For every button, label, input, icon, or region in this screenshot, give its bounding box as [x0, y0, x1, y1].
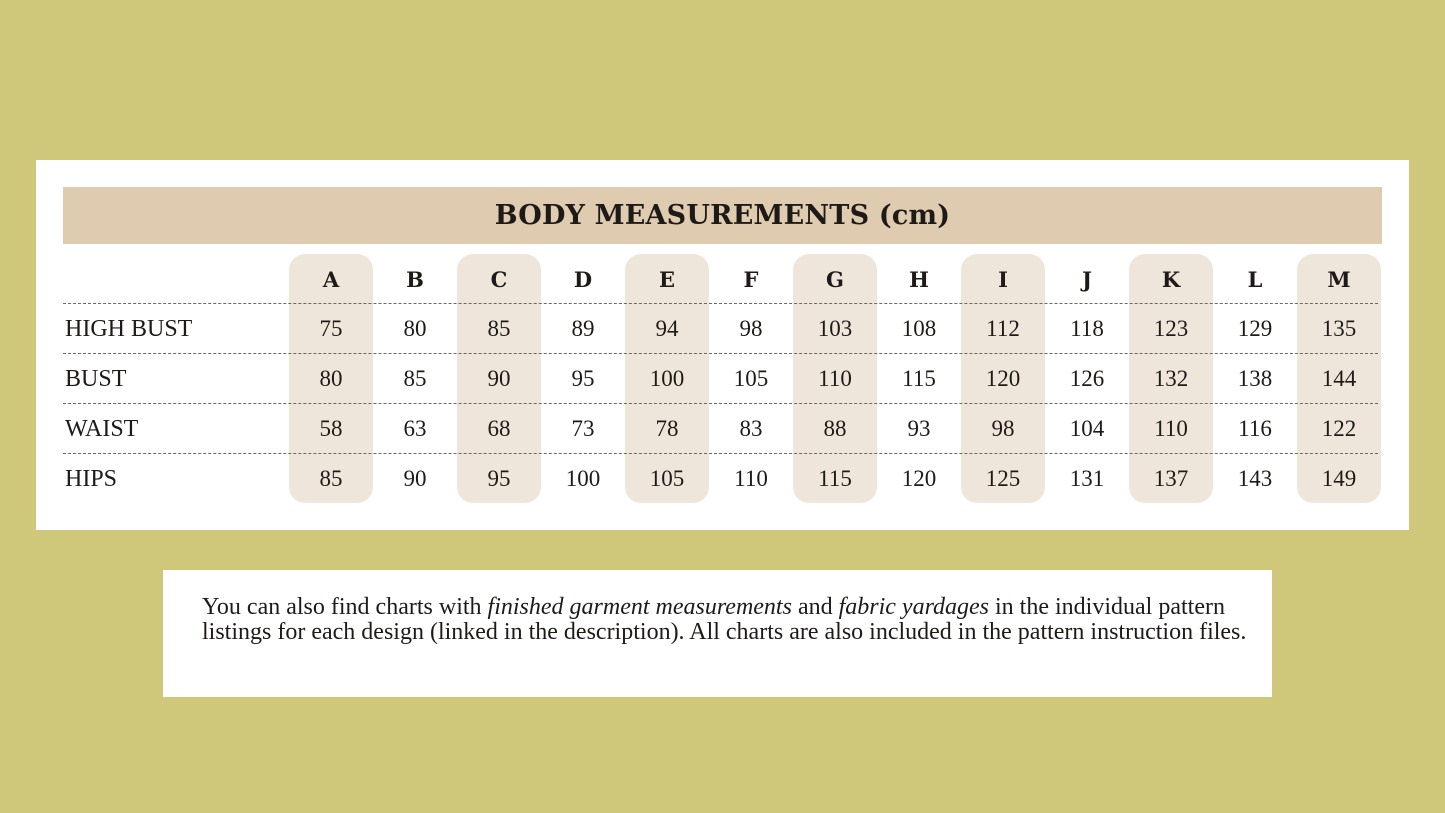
- table-cell: 58: [319, 416, 343, 441]
- chart-title-bar: [63, 187, 1382, 244]
- table-cell: 115: [902, 366, 936, 391]
- table-cell: 112: [986, 316, 1020, 341]
- chart-title: BODY MEASUREMENTS (cm): [494, 200, 951, 231]
- size-header: I: [998, 267, 1008, 292]
- table-cell: 100: [565, 466, 601, 491]
- table-cell: 120: [901, 466, 937, 491]
- table-cell: 89: [571, 316, 595, 341]
- table-cell: 116: [1238, 416, 1272, 441]
- table-cell: 137: [1153, 466, 1189, 491]
- size-header: B: [406, 267, 424, 292]
- table-cell: 110: [818, 366, 852, 391]
- table-cell: 78: [655, 416, 679, 441]
- table-cell: 95: [571, 366, 595, 391]
- size-header: A: [322, 267, 340, 292]
- note-italic-fabric-yardages: fabric yardages: [838, 594, 990, 620]
- row-label: WAIST: [65, 416, 139, 442]
- table-cell: 94: [655, 316, 679, 341]
- table-cell: 149: [1321, 466, 1357, 491]
- table-cell: 80: [403, 316, 427, 341]
- note-part-3: in the individual pattern listings for each design (linked in the description). All charts are also included in the pattern instruction files.: [202, 594, 1247, 645]
- table-cell: 68: [487, 416, 511, 441]
- table-cell: 98: [739, 316, 763, 341]
- table-cell: 110: [734, 466, 768, 491]
- table-cell: 85: [403, 366, 427, 391]
- size-header: M: [1327, 267, 1351, 292]
- note-part-2: and: [791, 594, 839, 620]
- measurement-chart-card: [36, 160, 1409, 530]
- table-cell: 95: [487, 466, 511, 491]
- table-cell: 108: [901, 316, 937, 341]
- size-header: C: [490, 267, 508, 292]
- table-cell: 85: [487, 316, 511, 341]
- size-header: D: [573, 267, 593, 292]
- table-cell: 88: [823, 416, 847, 441]
- size-header: E: [658, 267, 675, 292]
- table-cell: 144: [1321, 366, 1357, 391]
- table-cell: 105: [649, 466, 685, 491]
- size-header: J: [1082, 267, 1092, 292]
- table-cell: 85: [319, 466, 343, 491]
- table-cell: 103: [817, 316, 853, 341]
- table-cell: 93: [907, 416, 931, 441]
- table-cell: 135: [1321, 316, 1357, 341]
- info-note-card: [163, 570, 1272, 697]
- table-cell: 138: [1237, 366, 1273, 391]
- row-label: BUST: [65, 366, 127, 392]
- table-cell: 90: [403, 466, 427, 491]
- table-cell: 120: [985, 366, 1021, 391]
- table-cell: 100: [649, 366, 685, 391]
- table-cell: 115: [818, 466, 852, 491]
- size-header: H: [909, 267, 929, 292]
- table-cell: 129: [1237, 316, 1273, 341]
- table-cell: 110: [1154, 416, 1188, 441]
- table-cell: 123: [1153, 316, 1189, 341]
- info-note-text: [202, 595, 1252, 645]
- table-cell: 132: [1153, 366, 1189, 391]
- table-cell: 75: [319, 316, 343, 341]
- table-cell: 118: [1070, 316, 1104, 341]
- table-cell: 63: [403, 416, 427, 441]
- size-header: L: [1247, 267, 1263, 292]
- table-cell: 90: [487, 366, 511, 391]
- table-cell: 143: [1237, 466, 1273, 491]
- table-cell: 122: [1321, 416, 1357, 441]
- table-cell: 98: [991, 416, 1015, 441]
- table-cell: 131: [1069, 466, 1105, 491]
- size-header: F: [743, 267, 759, 292]
- table-cell: 125: [985, 466, 1021, 491]
- row-label: HIPS: [65, 466, 118, 492]
- table-cell: 105: [733, 366, 769, 391]
- table-cell: 80: [319, 366, 343, 391]
- size-header: K: [1161, 267, 1181, 292]
- size-header: G: [826, 267, 844, 292]
- note-italic-finished-garment: finished garment measurements: [487, 594, 792, 620]
- note-part-1: You can also find charts with: [202, 594, 488, 620]
- table-cell: 126: [1069, 366, 1105, 391]
- row-label: HIGH BUST: [65, 316, 193, 342]
- table-cell: 73: [571, 416, 595, 441]
- table-cell: 83: [739, 416, 763, 441]
- table-cell: 104: [1069, 416, 1105, 441]
